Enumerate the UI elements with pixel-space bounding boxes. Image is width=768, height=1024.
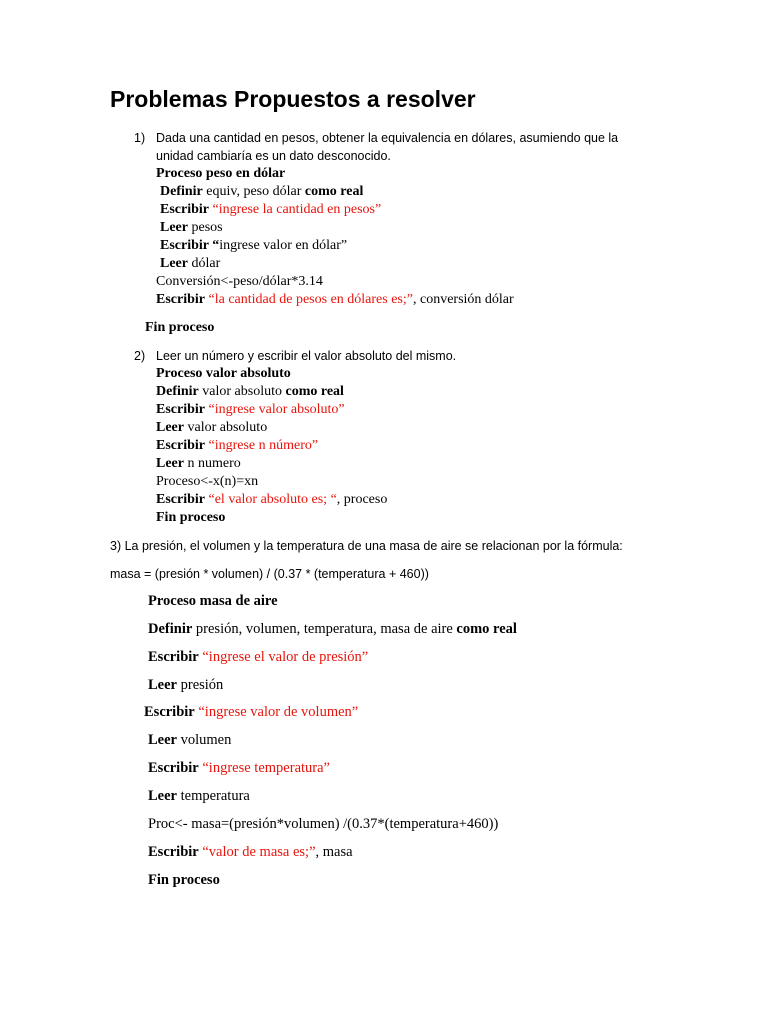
problem-statement: Leer un número y escribir el valor absoluto del mismo. [156, 349, 457, 363]
code-line [156, 510, 225, 526]
code-line [156, 420, 267, 436]
code-text: , masa [315, 844, 353, 860]
string-literal: “ingrese temperatura” [198, 760, 330, 776]
string-literal: “ingrese n número” [205, 438, 319, 453]
string-literal: “el valor absoluto es; “ [205, 492, 337, 507]
code-text: Proc<- masa=(presión*volumen) /(0.37*(temperatura+460)) [148, 816, 499, 832]
code-text: temperatura [176, 788, 250, 804]
code-line [156, 166, 285, 182]
code-line [160, 202, 381, 218]
code-line [148, 844, 353, 861]
string-literal: “ingrese la cantidad en pesos” [209, 202, 382, 217]
code-text: , conversión dólar [412, 292, 514, 307]
code-text: pesos [187, 220, 223, 235]
formula: masa = (presión * volumen) / (0.37 * (temperatura + 460)) [110, 567, 429, 581]
code-line [148, 593, 278, 610]
code-text: n numero [183, 456, 241, 471]
code-line [148, 621, 517, 638]
code-line [148, 760, 330, 777]
code-line [160, 238, 347, 254]
keyword: Escribir [160, 202, 209, 217]
code-line [156, 492, 387, 508]
keyword: como real [456, 621, 517, 637]
keyword: Leer [148, 677, 177, 693]
code-text: valor absoluto [198, 384, 286, 399]
code-line [156, 438, 318, 454]
code-line [148, 872, 220, 889]
keyword: Definir [148, 621, 193, 637]
code-text: , proceso [336, 492, 388, 507]
code-line [156, 474, 258, 490]
string-literal: “ingrese valor absoluto” [205, 402, 345, 417]
keyword: Escribir [144, 704, 195, 720]
keyword: Leer [160, 220, 188, 235]
keyword: como real [285, 384, 344, 399]
code-line [160, 256, 220, 272]
code-line [148, 677, 223, 694]
keyword: Escribir [148, 649, 199, 665]
page-title: Problemas Propuestos a resolver [110, 86, 476, 112]
code-line [156, 366, 291, 382]
keyword: Escribir [148, 760, 199, 776]
code-line [144, 704, 358, 721]
problem-statement: Dada una cantidad en pesos, obtener la equivalencia en dólares, asumiendo que la [156, 131, 619, 145]
keyword: Leer [156, 456, 184, 471]
code-text: ingrese valor en dólar” [219, 238, 348, 253]
code-line [156, 384, 344, 400]
keyword: Escribir [156, 292, 205, 307]
keyword: como real [304, 184, 364, 199]
code-text: valor absoluto [183, 420, 268, 435]
string-literal: “ingrese el valor de presión” [198, 649, 369, 665]
keyword: Leer [148, 788, 177, 804]
code-line [160, 184, 363, 200]
keyword: Definir [160, 184, 203, 199]
code-text: Conversión<-peso/dólar*3.14 [156, 274, 323, 289]
keyword: Leer [148, 732, 177, 748]
string-literal: “la cantidad de pesos en dólares es;” [205, 292, 413, 307]
code-line [156, 292, 514, 308]
keyword: Proceso peso en dólar [156, 166, 286, 181]
code-text: presión, volumen, temperatura, masa de aire [192, 621, 457, 637]
code-line [145, 320, 214, 336]
code-line [156, 402, 345, 418]
keyword: Escribir [156, 438, 205, 453]
problem-statement-cont: unidad cambiaría es un dato desconocido. [156, 149, 391, 163]
code-line [160, 220, 223, 236]
keyword: Leer [160, 256, 188, 271]
keyword: Fin proceso [145, 320, 215, 335]
code-text: dólar [187, 256, 221, 271]
keyword: Fin proceso [156, 510, 226, 525]
keyword: Proceso valor absoluto [156, 366, 291, 381]
keyword: Escribir “ [160, 238, 220, 253]
code-line [148, 816, 498, 833]
string-literal: “ingrese valor de volumen” [194, 704, 359, 720]
code-text: presión [176, 677, 224, 693]
problem-statement: 3) La presión, el volumen y la temperatura de una masa de aire se relacionan por la fórmula: [110, 539, 623, 553]
problem-number: 2) [134, 349, 146, 363]
code-text: equiv, peso dólar [202, 184, 305, 199]
code-text: volumen [176, 732, 232, 748]
keyword: Leer [156, 420, 184, 435]
keyword: Escribir [148, 844, 199, 860]
keyword: Escribir [156, 402, 205, 417]
keyword: Definir [156, 384, 199, 399]
string-literal: “valor de masa es;” [198, 844, 316, 860]
code-line [156, 456, 241, 472]
keyword: Proceso masa de aire [148, 593, 278, 609]
problem-number: 1) [134, 131, 146, 145]
keyword: Escribir [156, 492, 205, 507]
code-text: Proceso<-x(n)=xn [156, 474, 259, 489]
code-line [148, 788, 250, 805]
code-line [148, 649, 368, 666]
code-line [156, 274, 323, 290]
code-line [148, 732, 231, 749]
keyword: Fin proceso [148, 872, 220, 888]
